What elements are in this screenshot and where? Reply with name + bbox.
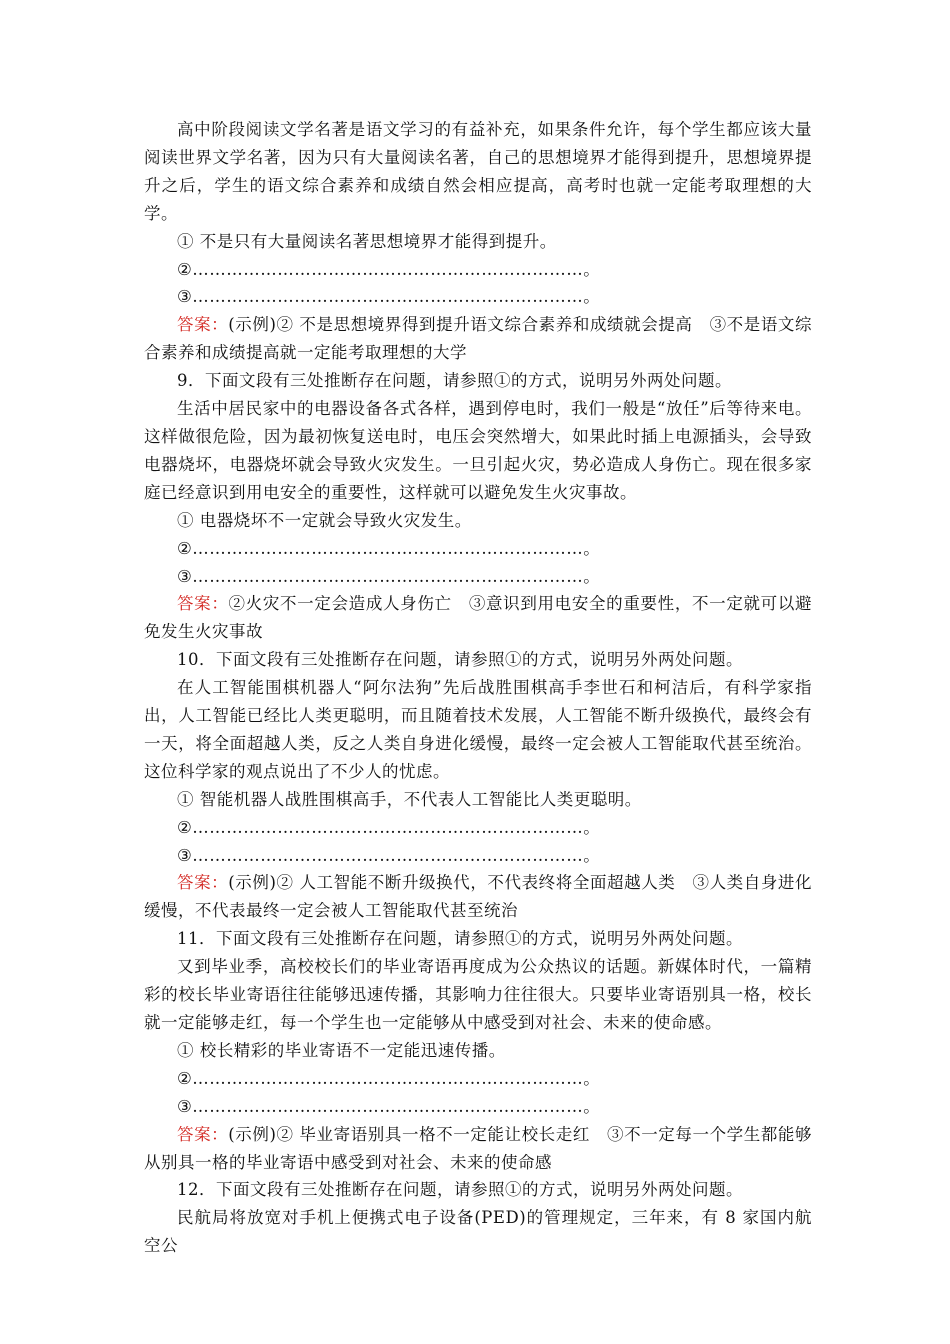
answer-label: 答案： — [177, 315, 229, 335]
answer-text: (示例)② 毕业寄语别具一格不一定能让校长走红 ③不一定每一个学生都能够从别具一格的毕业寄语中感受到对社会、未来的使命感 — [144, 1124, 813, 1172]
answer-paragraph — [144, 1121, 812, 1177]
answer-text: ②火灾不一定会造成人身伤亡 ③意识到用电安全的重要性，不一定就可以避免发生火灾事故 — [144, 594, 812, 642]
text-paragraph: 民航局将放宽对手机上便携式电子设备(PED)的管理规定，三年来，有 8 家国内航空公 — [144, 1208, 812, 1256]
sub-item-line: ① 校长精彩的毕业寄语不一定能迅速传播。 — [177, 1040, 506, 1060]
answer-label: 答案： — [177, 873, 229, 893]
sub-item-line: ③……………………………………………………………。 — [177, 1096, 601, 1116]
document-page — [144, 116, 812, 1260]
sub-item-line: ① 不是只有大量阅读名著思想境界才能得到提升。 — [177, 231, 557, 251]
sub-item-line: ②……………………………………………………………。 — [177, 538, 601, 558]
answer-paragraph — [144, 869, 812, 925]
answer-paragraph — [144, 311, 812, 367]
answer-text: (示例)② 不是思想境界得到提升语文综合素养和成绩就会提高 ③不是语文综合素养和成绩提高就一定能考取理想的大学 — [144, 315, 813, 363]
text-paragraph: 11．下面文段有三处推断存在问题，请参照①的方式，说明另外两处问题。 — [177, 929, 743, 949]
text-paragraph: 12．下面文段有三处推断存在问题，请参照①的方式，说明另外两处问题。 — [177, 1180, 743, 1200]
text-paragraph: 又到毕业季，高校校长们的毕业寄语再度成为公众热议的话题。新媒体时代，一篇精彩的校长毕业寄语往往能够迅速传播，其影响力往往很大。只要毕业寄语别具一格，校长就一定能够走红，每一个学生也一定能够从中感受到对社会、未来的使命感。 — [144, 957, 812, 1032]
answer-label: 答案： — [177, 1124, 229, 1144]
sub-item-line: ③……………………………………………………………。 — [177, 287, 601, 307]
sub-item-line: ① 智能机器人战胜围棋高手，不代表人工智能比人类更聪明。 — [177, 789, 642, 809]
answer-paragraph — [144, 590, 812, 646]
sub-item-line: ②……………………………………………………………。 — [177, 817, 601, 837]
sub-item-line: ① 电器烧坏不一定就会导致火灾发生。 — [177, 510, 472, 530]
text-paragraph: 在人工智能围棋机器人“阿尔法狗”先后战胜围棋高手李世石和柯洁后，有科学家指出，人工智能已经比人类更聪明，而且随着技术发展，人工智能不断升级换代，最终会有一天，将全面超越人类，反之人类自身进化缓慢，最终一定会被人工智能取代甚至统治。这位科学家的观点说出了不少人的忧虑。 — [144, 678, 812, 781]
sub-item-line: ③……………………………………………………………。 — [177, 566, 601, 586]
text-paragraph: 生活中居民家中的电器设备各式各样，遇到停电时，我们一般是“放任”后等待来电。这样做很危险，因为最初恢复送电时，电压会突然增大，如果此时插上电源插头，会导致电器烧坏，电器烧坏就会导致火灾发生。一旦引起火灾，势必造成人身伤亡。现在很多家庭已经意识到用电安全的重要性，这样就可以避免发生火灾事故。 — [144, 399, 812, 502]
answer-label: 答案： — [177, 594, 229, 614]
text-paragraph: 高中阶段阅读文学名著是语文学习的有益补充，如果条件允许，每个学生都应该大量阅读世界文学名著，因为只有大量阅读名著，自己的思想境界才能得到提升，思想境界提升之后，学生的语文综合素养和成绩自然会相应提高，高考时也就一定能考取理想的大学。 — [144, 120, 812, 223]
answer-text: (示例)② 人工智能不断升级换代，不代表终将全面超越人类 ③人类自身进化缓慢，不代表最终一定会被人工智能取代甚至统治 — [144, 873, 813, 921]
text-paragraph: 9．下面文段有三处推断存在问题，请参照①的方式，说明另外两处问题。 — [177, 371, 732, 391]
text-paragraph: 10．下面文段有三处推断存在问题，请参照①的方式，说明另外两处问题。 — [177, 650, 743, 670]
sub-item-line: ③……………………………………………………………。 — [177, 845, 601, 865]
sub-item-line: ②……………………………………………………………。 — [177, 259, 601, 279]
sub-item-line: ②……………………………………………………………。 — [177, 1068, 601, 1088]
